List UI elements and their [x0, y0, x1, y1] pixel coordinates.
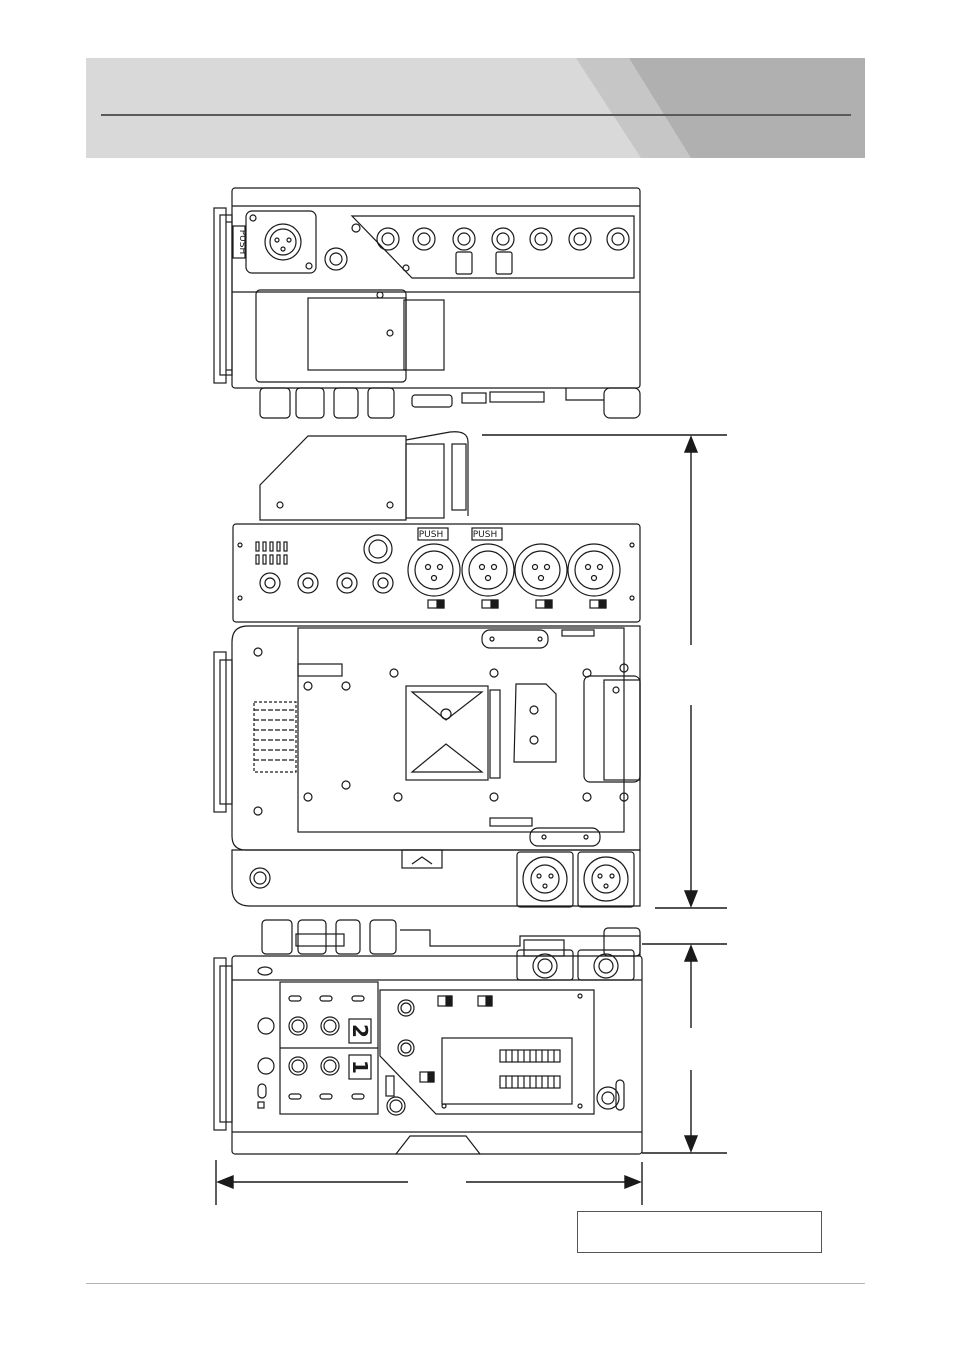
slide-switches-rear — [428, 600, 606, 608]
rear-view — [214, 432, 640, 907]
push-label-2: PUSH — [472, 530, 498, 540]
bnc-row-top — [377, 228, 629, 250]
xlr-lower-pair — [517, 852, 634, 907]
menu-panel — [380, 990, 594, 1114]
top-view — [214, 188, 640, 418]
side-view — [214, 920, 642, 1154]
rear-lower-band — [232, 850, 640, 906]
push-label-1: PUSH — [418, 530, 444, 540]
note-box — [577, 1211, 822, 1253]
xlr-rear-row — [408, 544, 620, 596]
bnc-row-rear — [260, 573, 393, 593]
multi-pin-connector — [364, 535, 392, 563]
footer-rule — [86, 1283, 865, 1284]
push-xlr-plate — [246, 211, 316, 273]
xlr-side-pair — [517, 950, 634, 980]
push-label-top: PUSH — [237, 229, 247, 255]
top-view-body — [232, 188, 640, 388]
rear-main-plate — [232, 626, 640, 850]
v-mount-plate — [406, 686, 488, 780]
channel-1-label: 1 — [348, 1060, 372, 1074]
vent-grille-small — [256, 542, 287, 564]
battery-housing-top — [256, 290, 406, 382]
channel-2-label: 2 — [348, 1024, 372, 1038]
audio-knobs — [289, 1017, 339, 1075]
small-connector — [325, 248, 347, 270]
dip-switch-window — [442, 1038, 572, 1104]
side-view-body — [232, 956, 642, 1154]
vent-grille-large — [254, 702, 296, 772]
round-port — [250, 868, 270, 888]
dip-switch-array — [500, 1050, 560, 1088]
bnc-panel — [352, 216, 634, 278]
